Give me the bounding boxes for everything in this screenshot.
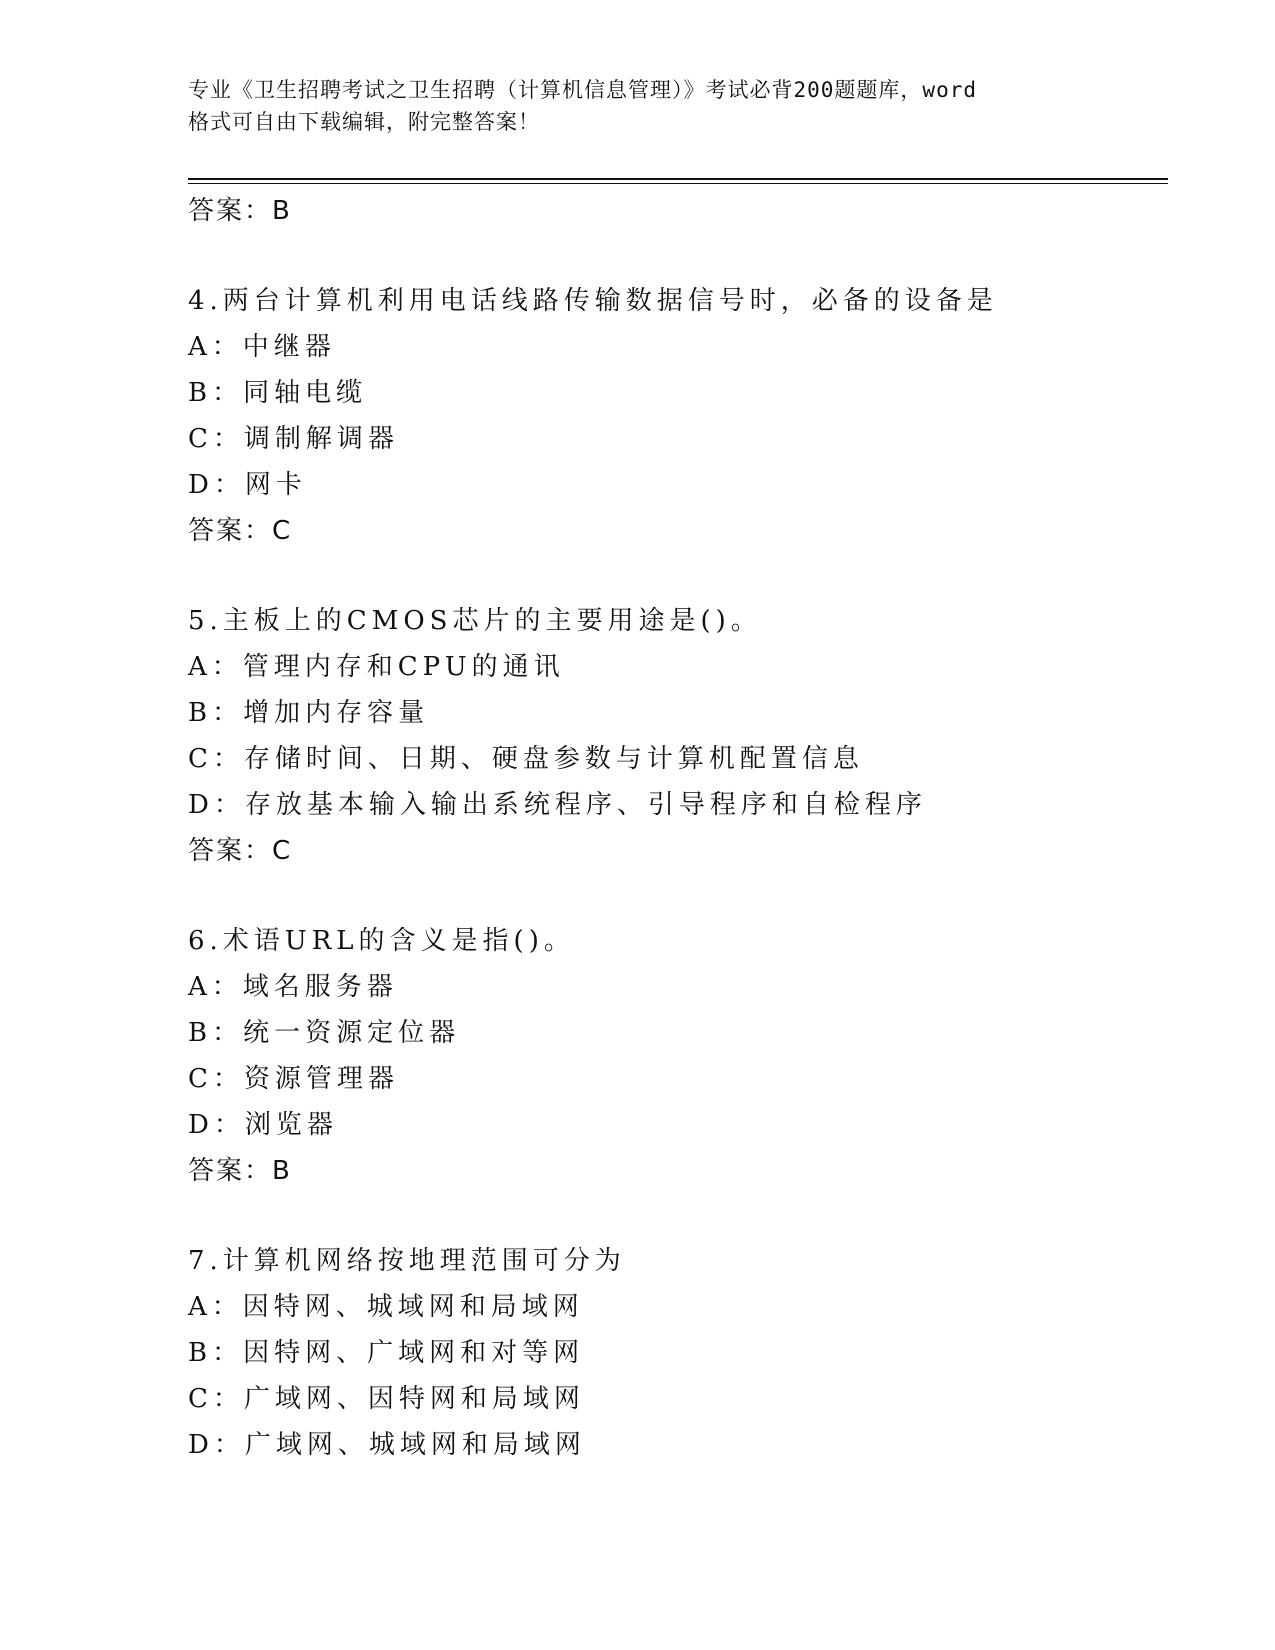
header-line-2: 格式可自由下载编辑，附完整答案！ (188, 110, 540, 134)
option-d: D：存放基本输入输出系统程序、引导程序和自检程序 (188, 790, 927, 820)
question-6 (188, 918, 1168, 1194)
option-b: B：统一资源定位器 (188, 1018, 461, 1048)
answer: 答案：C (188, 516, 293, 546)
question-stem: 5.主板上的CMOS芯片的主要用途是()。 (188, 606, 762, 636)
spacer (188, 554, 1168, 598)
option-c: C：广域网、因特网和局域网 (188, 1384, 585, 1414)
spacer (188, 234, 1168, 278)
option-c: C：调制解调器 (188, 424, 399, 454)
question-stem: 7.计算机网络按地理范围可分为 (188, 1246, 626, 1276)
question-stem: 6.术语URL的含义是指()。 (188, 926, 575, 956)
option-d: D：网卡 (188, 470, 307, 500)
spacer (188, 1194, 1168, 1238)
option-b: B：增加内存容量 (188, 698, 430, 728)
answer-3: 答案：B (188, 196, 292, 226)
question-content (188, 188, 1168, 1468)
option-b: B：同轴电缆 (188, 378, 368, 408)
option-d: D：浏览器 (188, 1110, 338, 1140)
answer: 答案：C (188, 836, 293, 866)
header-line-1: 专业《卫生招聘考试之卫生招聘（计算机信息管理）》考试必背200题题库，word (188, 78, 977, 102)
header-divider-thin (188, 183, 1168, 184)
option-c: C：存储时间、日期、硬盘参数与计算机配置信息 (188, 744, 864, 774)
option-a: A：因特网、城域网和局域网 (188, 1292, 584, 1322)
option-a: A：中继器 (188, 332, 336, 362)
question-stem: 4.两台计算机利用电话线路传输数据信号时，必备的设备是 (188, 286, 998, 316)
option-b: B：因特网、广域网和对等网 (188, 1338, 585, 1368)
option-c: C：资源管理器 (188, 1064, 399, 1094)
question-4 (188, 278, 1168, 554)
option-a: A：管理内存和CPU的通讯 (188, 652, 565, 682)
answer: 答案：B (188, 1156, 292, 1186)
question-7 (188, 1238, 1168, 1468)
question-5 (188, 598, 1168, 874)
page-header (188, 74, 1088, 138)
header-divider-thick (188, 178, 1168, 180)
spacer (188, 874, 1168, 918)
option-d: D：广域网、城域网和局域网 (188, 1430, 586, 1460)
option-a: A：域名服务器 (188, 972, 398, 1002)
